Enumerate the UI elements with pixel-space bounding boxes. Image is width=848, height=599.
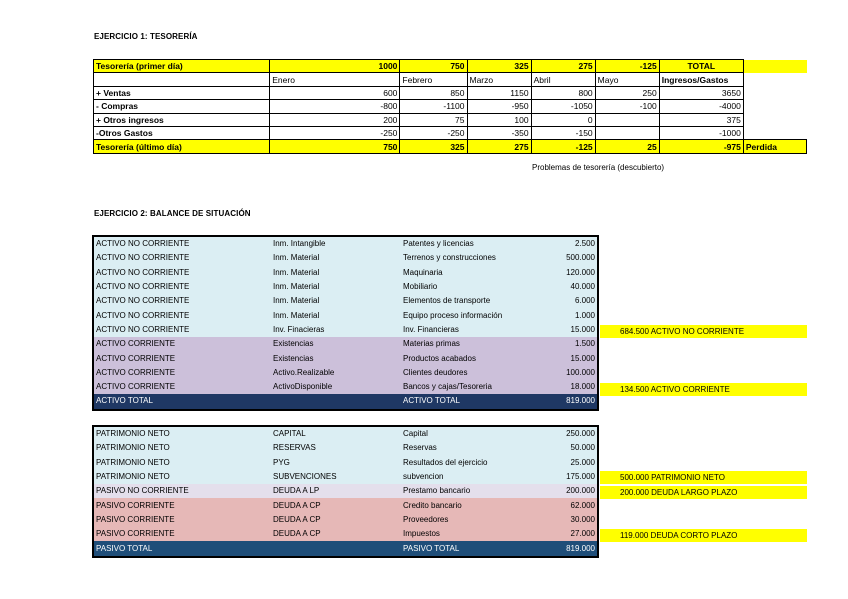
cell: 1000 [270, 60, 400, 73]
balance-row [93, 527, 598, 541]
row-label: Tesorería (primer día) [94, 60, 270, 73]
month-header: Febrero [400, 73, 467, 86]
subcategory-cell: Existencias [271, 351, 401, 365]
category-cell: PASIVO CORRIENTE [93, 498, 271, 512]
value-cell: 15.000 [546, 351, 598, 365]
value-cell: 50.000 [546, 441, 598, 455]
activo-table [92, 235, 599, 411]
result-label: Perdida [743, 140, 806, 153]
value-cell: 27.000 [546, 527, 598, 541]
category-cell: ACTIVO NO CORRIENTE [93, 308, 271, 322]
category-cell: PASIVO CORRIENTE [93, 527, 271, 541]
balance-row [93, 513, 598, 527]
table-row: + Ventas 600 850 1150 800 250 3650 [94, 86, 807, 99]
summary-label: 119.000 DEUDA CORTO PLAZO [600, 529, 807, 542]
category-cell: ACTIVO NO CORRIENTE [93, 294, 271, 308]
balance-row [93, 498, 598, 512]
subcategory-cell: CAPITAL [271, 426, 401, 441]
category-cell: ACTIVO TOTAL [93, 394, 271, 409]
item-cell: Equipo proceso información [401, 308, 546, 322]
subcategory-cell: Inm. Material [271, 308, 401, 322]
item-cell: Materias primas [401, 337, 546, 351]
item-cell: Clientes deudores [401, 366, 546, 380]
balance-row [93, 426, 598, 441]
item-cell: Credito bancario [401, 498, 546, 512]
category-cell: ACTIVO CORRIENTE [93, 380, 271, 394]
value-cell: 30.000 [546, 513, 598, 527]
subcategory-cell: DEUDA A CP [271, 498, 401, 512]
balance-row [93, 337, 598, 351]
category-cell: ACTIVO CORRIENTE [93, 351, 271, 365]
subcategory-cell: Existencias [271, 337, 401, 351]
item-cell: Elementos de transporte [401, 294, 546, 308]
summary-label: 200.000 DEUDA LARGO PLAZO [600, 486, 807, 499]
balance-row [93, 484, 598, 498]
value-cell: 6.000 [546, 294, 598, 308]
value-cell: 2.500 [546, 236, 598, 251]
cell: 750 [400, 60, 467, 73]
item-cell: Bancos y cajas/Tesoreria [401, 380, 546, 394]
category-cell: PATRIMONIO NETO [93, 456, 271, 470]
item-cell: Resultados del ejercicio [401, 456, 546, 470]
subcategory-cell [271, 541, 401, 556]
value-cell: 18.000 [546, 380, 598, 394]
total-subheader: Ingresos/Gastos [659, 73, 743, 86]
subcategory-cell: DEUDA A CP [271, 513, 401, 527]
balance-row [93, 380, 598, 394]
balance-row [93, 541, 598, 556]
category-cell: PASIVO NO CORRIENTE [93, 484, 271, 498]
balance-row [93, 251, 598, 265]
value-cell: 62.000 [546, 498, 598, 512]
cell: -125 [595, 60, 659, 73]
item-cell: ACTIVO TOTAL [401, 394, 546, 409]
month-header: Mayo [595, 73, 659, 86]
exercise-2-title: EJERCICIO 2: BALANCE DE SITUACIÓN [94, 209, 251, 218]
balance-row [93, 456, 598, 470]
category-cell: ACTIVO NO CORRIENTE [93, 266, 271, 280]
balance-row [93, 470, 598, 484]
value-cell: 100.000 [546, 366, 598, 380]
month-header: Marzo [467, 73, 531, 86]
subcategory-cell [271, 394, 401, 409]
item-cell: Productos acabados [401, 351, 546, 365]
category-cell: ACTIVO CORRIENTE [93, 337, 271, 351]
balance-row [93, 294, 598, 308]
treasury-table [93, 59, 807, 154]
item-cell: Capital [401, 426, 546, 441]
value-cell: 1.500 [546, 337, 598, 351]
balance-row [93, 236, 598, 251]
months-row [94, 73, 807, 86]
value-cell: 200.000 [546, 484, 598, 498]
value-cell: 500.000 [546, 251, 598, 265]
value-cell: 175.000 [546, 470, 598, 484]
subcategory-cell: Inm. Material [271, 251, 401, 265]
value-cell: 250.000 [546, 426, 598, 441]
subcategory-cell: ActivoDisponible [271, 380, 401, 394]
summary-label: 500.000 PATRIMONIO NETO [600, 471, 807, 484]
balance-row [93, 366, 598, 380]
value-cell: 120.000 [546, 266, 598, 280]
balance-row [93, 280, 598, 294]
subcategory-cell: Inm. Intangible [271, 236, 401, 251]
treasury-note: Problemas de tesorería (descubierto) [532, 163, 665, 172]
category-cell: PATRIMONIO NETO [93, 470, 271, 484]
subcategory-cell: SUBVENCIONES [271, 470, 401, 484]
category-cell: ACTIVO NO CORRIENTE [93, 323, 271, 337]
subcategory-cell: DEUDA A CP [271, 527, 401, 541]
category-cell: ACTIVO CORRIENTE [93, 366, 271, 380]
balance-row [93, 394, 598, 409]
category-cell: PASIVO CORRIENTE [93, 513, 271, 527]
subcategory-cell: Inm. Material [271, 266, 401, 280]
subcategory-cell: Inv. Finacieras [271, 323, 401, 337]
item-cell: Proveedores [401, 513, 546, 527]
balance-row [93, 308, 598, 322]
item-cell: Prestamo bancario [401, 484, 546, 498]
balance-row [93, 351, 598, 365]
balance-row [93, 323, 598, 337]
month-header: Abril [531, 73, 595, 86]
pasivo-table [92, 425, 599, 558]
category-cell: ACTIVO NO CORRIENTE [93, 236, 271, 251]
item-cell: Mobiliario [401, 280, 546, 294]
summary-label: 684.500 ACTIVO NO CORRIENTE [600, 325, 807, 338]
subcategory-cell: DEUDA A LP [271, 484, 401, 498]
item-cell: PASIVO TOTAL [401, 541, 546, 556]
cell: 275 [531, 60, 595, 73]
item-cell: Patentes y licencias [401, 236, 546, 251]
treasury-start-row [94, 60, 807, 73]
value-cell: 819.000 [546, 541, 598, 556]
item-cell: subvencion [401, 470, 546, 484]
value-cell: 40.000 [546, 280, 598, 294]
category-cell: ACTIVO NO CORRIENTE [93, 251, 271, 265]
subcategory-cell: RESERVAS [271, 441, 401, 455]
value-cell: 25.000 [546, 456, 598, 470]
summary-label: 134.500 ACTIVO CORRIENTE [600, 383, 807, 396]
table-row: -Otros Gastos -250 -250 -350 -150 -1000 [94, 126, 807, 139]
table-row: - Compras -800 -1100 -950 -1050 -100 -4000 [94, 100, 807, 113]
category-cell: ACTIVO NO CORRIENTE [93, 280, 271, 294]
balance-row [93, 441, 598, 455]
row-label: Tesorería (último día) [94, 140, 270, 153]
total-header: TOTAL [659, 60, 743, 73]
balance-row [93, 266, 598, 280]
item-cell: Maquinaria [401, 266, 546, 280]
exercise-1-title: EJERCICIO 1: TESORERÍA [94, 32, 198, 41]
value-cell: 15.000 [546, 323, 598, 337]
subcategory-cell: Inm. Material [271, 294, 401, 308]
subcategory-cell: Activo.Realizable [271, 366, 401, 380]
value-cell: 1.000 [546, 308, 598, 322]
cell: 325 [467, 60, 531, 73]
item-cell: Impuestos [401, 527, 546, 541]
final-total: -975 [659, 140, 743, 153]
category-cell: PATRIMONIO NETO [93, 426, 271, 441]
month-header: Enero [270, 73, 400, 86]
subcategory-cell: PYG [271, 456, 401, 470]
table-row: + Otros ingresos 200 75 100 0 375 [94, 113, 807, 126]
item-cell: Terrenos y construcciones [401, 251, 546, 265]
treasury-end-row: Tesorería (último día) 750 325 275 -125 25 -975 Perdida [94, 140, 807, 153]
item-cell: Inv. Financieras [401, 323, 546, 337]
item-cell: Reservas [401, 441, 546, 455]
category-cell: PASIVO TOTAL [93, 541, 271, 556]
category-cell: PATRIMONIO NETO [93, 441, 271, 455]
subcategory-cell: Inm. Material [271, 280, 401, 294]
value-cell: 819.000 [546, 394, 598, 409]
